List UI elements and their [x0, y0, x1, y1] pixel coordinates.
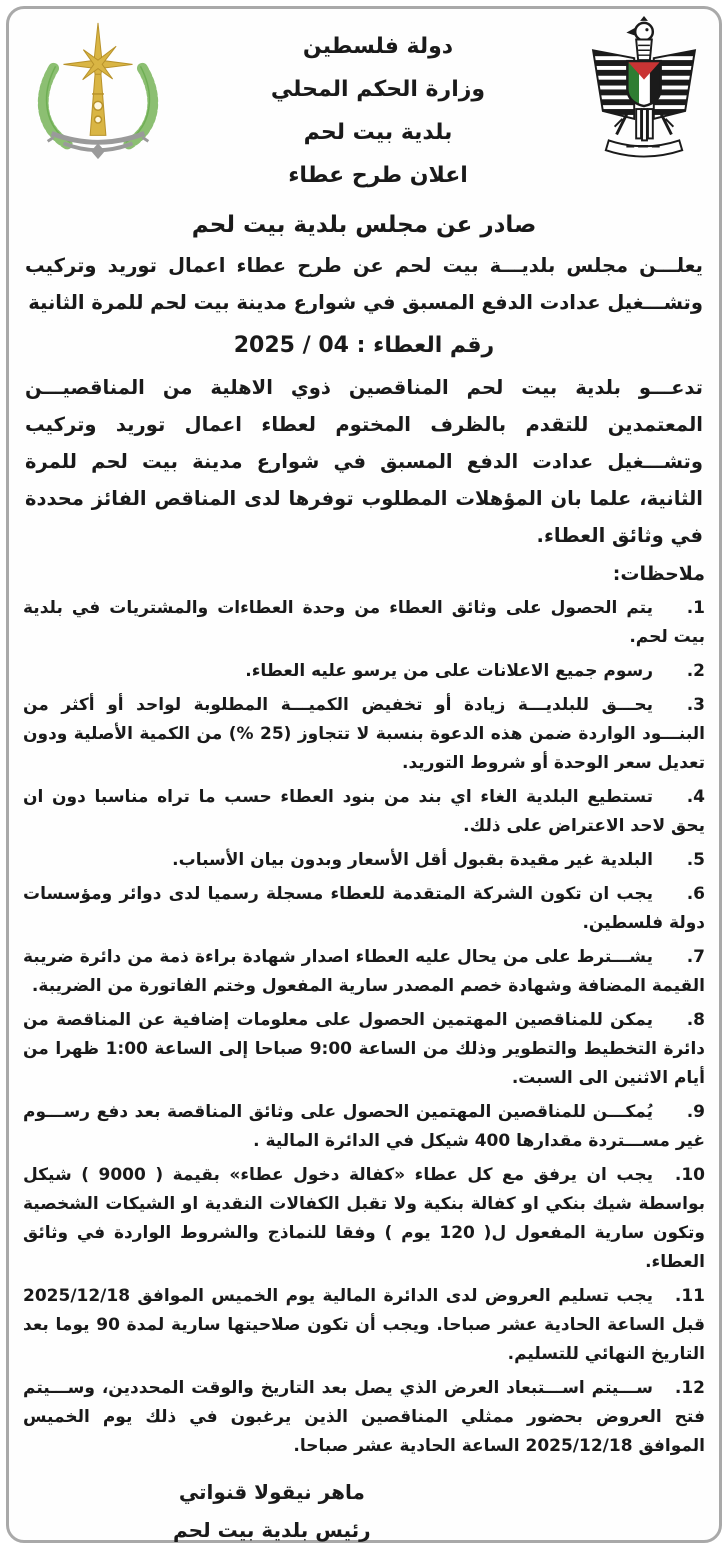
- note-text: يُمكـــن للمناقصين المهتمين الحصول على وثائق المناقصة بعد دفع رســـوم غير مســـتردة مقدارها 400 شيكل في الدائرة المالية .: [23, 1102, 705, 1151]
- invitation-paragraph: تدعـــو بلدية بيت لحم المناقصين ذوي الاهلية من المناقصيـــن المعتمدين للتقدم بالظرف المختوم لعطاء اعمال توريد وتركيب وتشـــغيل عدادت الدفع المسبق في شوارع مدينة بيت لحم للمرة الثانية، علما بان المؤهلات المطلوب توفرها لدى المناقص الفائز محددة في وثائق العطاء.: [25, 376, 703, 547]
- palestine-coat-of-arms-icon: [583, 17, 705, 163]
- signature-name: ماهر نيقولا قنواتي: [178, 1480, 365, 1504]
- note-text: يتم الحصول على وثائق العطاء من وحدة العطاءات والمشتريات في بلدية بيت لحم.: [23, 598, 705, 647]
- note-item: [23, 783, 705, 841]
- note-number: 4.: [686, 787, 705, 807]
- municipality-title: بلدية بيت لحم: [303, 120, 453, 145]
- note-text: تستطيع البلدية الغاء اي بند من بنود العطاء حسب ما تراه مناسبا دون ان يحق لاحد الاعتراض على ذلك.: [23, 787, 705, 836]
- state-title: دولة فلسطين: [302, 34, 454, 59]
- note-number: 6.: [686, 884, 705, 904]
- note-number: 10.: [674, 1165, 705, 1185]
- note-number: 5.: [686, 850, 705, 870]
- note-item: [23, 943, 705, 1001]
- ministry-emblem-icon: [23, 17, 173, 169]
- note-item: [23, 1161, 705, 1277]
- header-titles: [173, 17, 583, 197]
- note-text: يجب ان تكون الشركة المتقدمة للعطاء مسجلة رسميا لدى دوائر ومؤسسات دولة فلسطين.: [23, 884, 705, 933]
- note-item: [23, 594, 705, 652]
- note-number: 7.: [686, 947, 705, 967]
- note-item: [23, 691, 705, 778]
- notes-heading: ملاحظات:: [612, 563, 705, 585]
- note-item: [23, 1282, 705, 1369]
- note-text: يمكن للمناقصين المهتمين الحصول على معلومات إضافية عن المناقصة من دائرة التخطيط والتطوير وذلك من الساعة 9:00 صباحا إلى الساعة 1:00 ظهرا من أيام الاثنين الى السبت.: [23, 1010, 705, 1088]
- note-item: [23, 1006, 705, 1093]
- note-text: ســـيتم اســـتبعاد العرض الذي يصل بعد التاريخ والوقت المحددين، وســـيتم فتح العروض بحضور ممثلي المناقصين الذين يرغبون في ذلك يوم الخميس الموافق 2025/12/18 الساعة الحادية عشر صباحا.: [23, 1378, 705, 1456]
- signature-block: [173, 1473, 371, 1549]
- note-text: يجب ان يرفق مع كل عطاء «كفالة دخول عطاء» بقيمة ( 9000 ) شيكل بواسطة شيك بنكي او كفالة بنكية ولا تقبل الكفالات النقدية او الشيكات الشخصية وتكون سارية المفعول ل( 120 يوم ) وفقا للنماذج والشروط الواردة في وثائق العطاء.: [23, 1165, 705, 1272]
- note-number: 1.: [686, 598, 705, 618]
- intro-paragraph: يعلـــن مجلس بلديـــة بيت لحم عن طرح عطاء اعمال توريد وتركيب وتشـــغيل عدادت الدفع المسبق في شوارع مدينة بيت لحم للمرة الثانية: [25, 254, 703, 314]
- note-item: [23, 657, 705, 686]
- announcement-title: اعلان طرح عطاء: [288, 163, 468, 188]
- note-number: 9.: [686, 1102, 705, 1122]
- issued-by-heading: صادر عن مجلس بلدية بيت لحم: [191, 212, 537, 238]
- note-number: 12.: [674, 1378, 705, 1398]
- note-item: [23, 880, 705, 938]
- notes-list: [23, 594, 705, 1461]
- note-number: 11.: [674, 1286, 705, 1306]
- note-item: [23, 1098, 705, 1156]
- note-number: 8.: [686, 1010, 705, 1030]
- note-item: [23, 846, 705, 875]
- note-number: 2.: [686, 661, 705, 681]
- header: [23, 17, 705, 197]
- signature-title: رئيس بلدية بيت لحم: [173, 1518, 371, 1542]
- note-text: البلدية غير مقيدة بقبول أقل الأسعار وبدون بيان الأسباب.: [172, 850, 653, 870]
- note-item: [23, 1374, 705, 1461]
- ministry-title: وزارة الحكم المحلي: [270, 77, 486, 102]
- note-text: رسوم جميع الاعلانات على من يرسو عليه العطاء.: [245, 661, 653, 681]
- note-number: 3.: [686, 695, 705, 715]
- note-text: يجب تسليم العروض لدى الدائرة المالية يوم الخميس الموافق 2025/12/18 قبل الساعة الحادية عشر صباحا. ويجب أن تكون صلاحيتها سارية لمدة 90 يوما بعد التاريخ النهائي للتسليم.: [23, 1286, 705, 1364]
- note-text: يشـــترط على من يحال عليه العطاء اصدار شهادة براءة ذمة من دائرة ضريبة القيمة المضافة وشهادة خصم المصدر سارية المفعول وختم الفاتورة من الضريبة.: [23, 947, 705, 996]
- note-text: يحـــق للبلديـــة زيادة أو تخفيض الكميـــة المطلوبة لواحد أو أكثر من البنـــود الواردة ضمن هذه الدعوة بنسبة لا تتجاوز (25 %) من الكمية الأصلية ودون تعديل سعر الوحدة أو شروط التوريد.: [23, 695, 705, 773]
- tender-announcement-card: [6, 6, 722, 1543]
- tender-number-line: رقم العطاء : 04 / 2025: [233, 333, 495, 358]
